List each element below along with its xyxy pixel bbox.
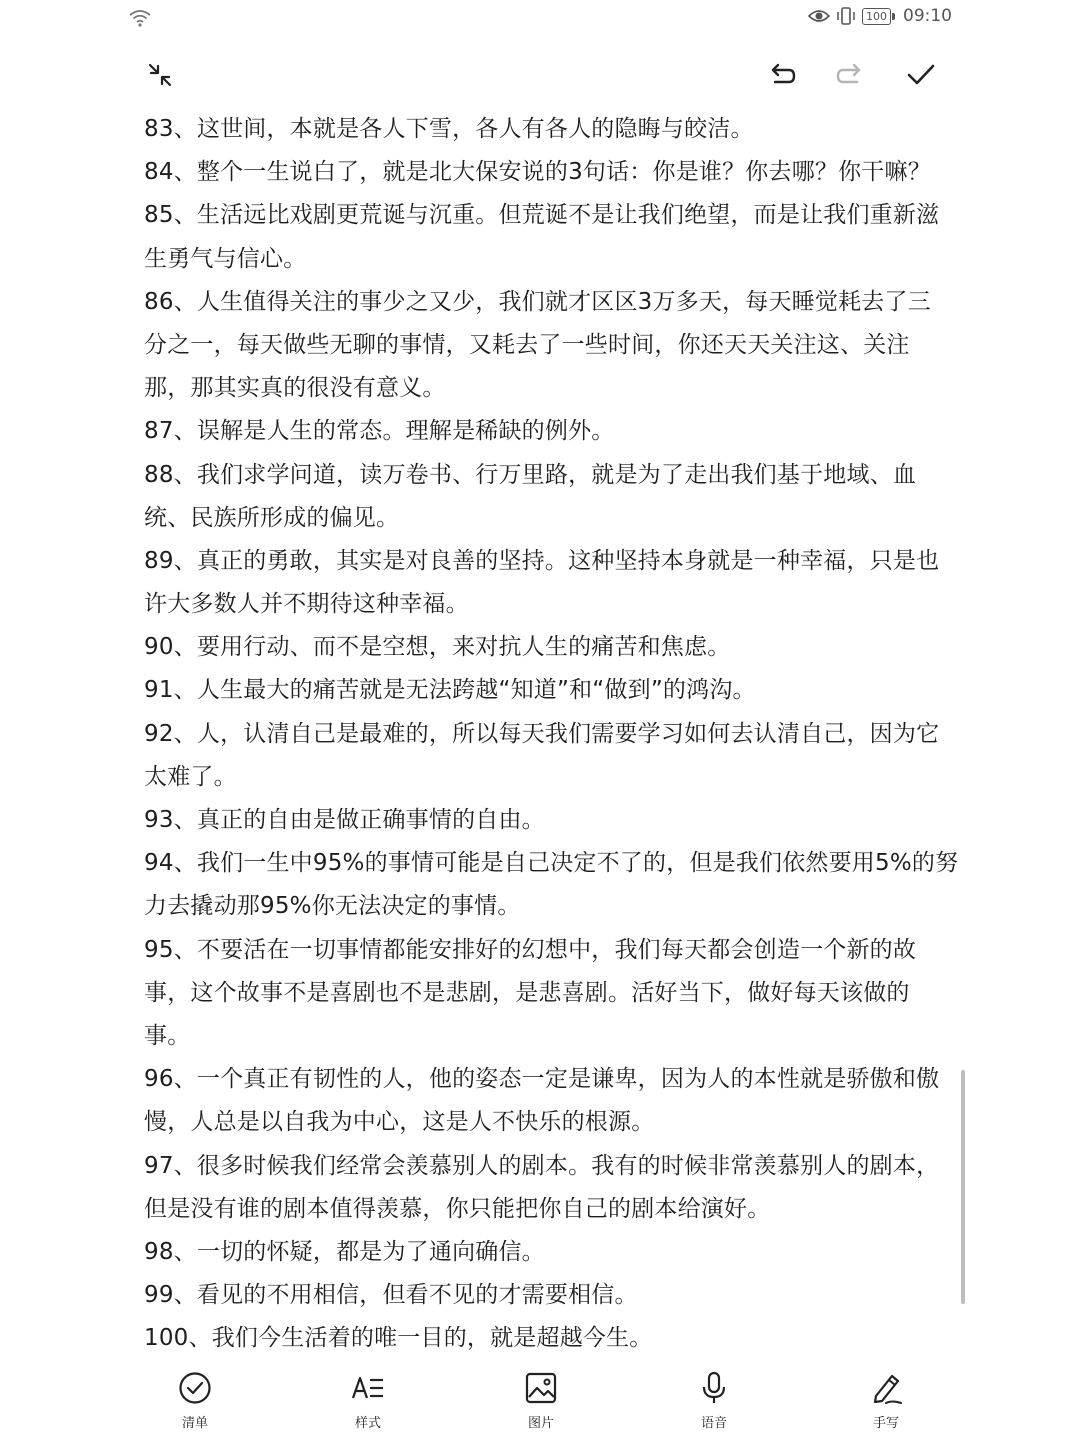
text-style-button[interactable]: [313, 1370, 423, 1431]
undo-icon: [763, 57, 799, 93]
note-line: 97、很多时候我们经常会羡慕别人的剧本。我有的时候非常羡慕别人的剧本，: [144, 1152, 940, 1179]
voice-label: 语音: [700, 1416, 727, 1431]
note-line: 事，这个故事不是喜剧也不是悲剧，是悲喜剧。活好当下，做好每天该做的: [144, 979, 910, 1006]
wifi-icon: [128, 8, 152, 28]
microphone-icon: [696, 1370, 732, 1406]
note-line: 93、真正的自由是做正确事情的自由。: [144, 807, 545, 833]
note-line: 统、民族所形成的偏见。: [144, 504, 400, 531]
image-label: 图片: [527, 1416, 554, 1431]
redo-icon: [833, 57, 869, 93]
check-icon: [903, 57, 939, 93]
note-line: 89、真正的勇敢，其实是对良善的坚持。这种坚持本身就是一种幸福，只是也: [144, 547, 940, 574]
note-line: 88、我们求学问道，读万卷书、行万里路，就是为了走出我们基于地域、血: [144, 461, 917, 488]
note-line: 99、看见的不用相信，但看不见的才需要相信。: [144, 1282, 638, 1309]
voice-button[interactable]: [659, 1370, 769, 1431]
note-line: 太难了。: [144, 763, 237, 790]
note-line: 100、我们今生活着的唯一目的，就是超越今生。: [144, 1325, 653, 1352]
note-line: 86、人生值得关注的事少之又少，我们就才区区3万多天，每天睡觉耗去了三: [144, 288, 931, 315]
status-bar: [0, 0, 1080, 40]
handwriting-label: 手写: [872, 1416, 899, 1431]
note-line: 分之一，每天做些无聊的事情，又耗去了一些时间，你还天天关注这、关注: [144, 331, 910, 358]
eye-icon: [808, 8, 830, 24]
status-right: [808, 6, 952, 26]
note-line: 生勇气与信心。: [144, 245, 307, 272]
note-line: 96、一个真正有韧性的人，他的姿态一定是谦卑，因为人的本性就是骄傲和傲: [144, 1066, 940, 1093]
redo-button[interactable]: [827, 50, 875, 100]
note-line: 84、整个一生说白了，就是北大保安说的3句话：你是谁？你去哪？你干嘛？: [144, 159, 931, 186]
note-line: 事。: [144, 1022, 191, 1049]
note-line: 98、一切的怀疑，都是为了通向确信。: [144, 1238, 545, 1265]
note-line: 92、人，认清自己是最难的，所以每天我们需要学习如何去认清自己，因为它: [144, 720, 940, 747]
image-button[interactable]: [486, 1370, 596, 1431]
handwriting-button[interactable]: [831, 1370, 941, 1431]
editor-toolbar: [0, 50, 1080, 106]
note-line: 力去撬动那95%你无法决定的事情。: [144, 893, 521, 920]
note-line: 91、人生最大的痛苦就是无法跨越“知道”和“做到”的鸿沟。: [144, 677, 756, 704]
note-line: 90、要用行动、而不是空想，来对抗人生的痛苦和焦虑。: [144, 634, 731, 661]
vibrate-icon: [836, 7, 856, 25]
note-body[interactable]: [144, 108, 959, 1360]
note-line: 95、不要活在一切事情都能安排好的幻想中，我们每天都会创造一个新的故: [144, 936, 917, 963]
text-style-label: 样式: [354, 1416, 381, 1431]
note-line: 那，那其实真的很没有意义。: [144, 375, 446, 402]
note-line: 许大多数人并不期待这种幸福。: [144, 591, 469, 618]
collapse-arrows-icon: [142, 57, 178, 93]
checklist-label: 清单: [181, 1416, 208, 1431]
undo-button[interactable]: [757, 50, 805, 100]
note-line: 94、我们一生中95%的事情可能是自己决定不了的，但是我们依然要用5%的努: [144, 850, 959, 877]
checklist-icon: [177, 1370, 213, 1406]
note-line: 87、误解是人生的常态。理解是稀缺的例外。: [144, 418, 615, 445]
note-line: 但是没有谁的剧本值得羡慕，你只能把你自己的剧本给演好。: [144, 1195, 771, 1222]
pen-icon: [868, 1370, 904, 1406]
battery-indicator: 100: [862, 8, 891, 25]
confirm-button[interactable]: [897, 50, 945, 100]
collapse-button[interactable]: [136, 50, 184, 100]
image-icon: [523, 1370, 559, 1406]
bottom-toolbar: [0, 1360, 1080, 1439]
note-line: 83、这世间，本就是各人下雪，各人有各人的隐晦与皎洁。: [144, 116, 754, 142]
text-style-icon: [350, 1370, 386, 1406]
note-line: 慢，人总是以自我为中心，这是人不快乐的根源。: [144, 1109, 655, 1136]
clock: 09:10: [903, 6, 952, 26]
scrollbar[interactable]: [961, 1070, 965, 1304]
checklist-button[interactable]: [140, 1370, 250, 1431]
note-line: 85、生活远比戏剧更荒诞与沉重。但荒诞不是让我们绝望，而是让我们重新滋: [144, 202, 940, 229]
